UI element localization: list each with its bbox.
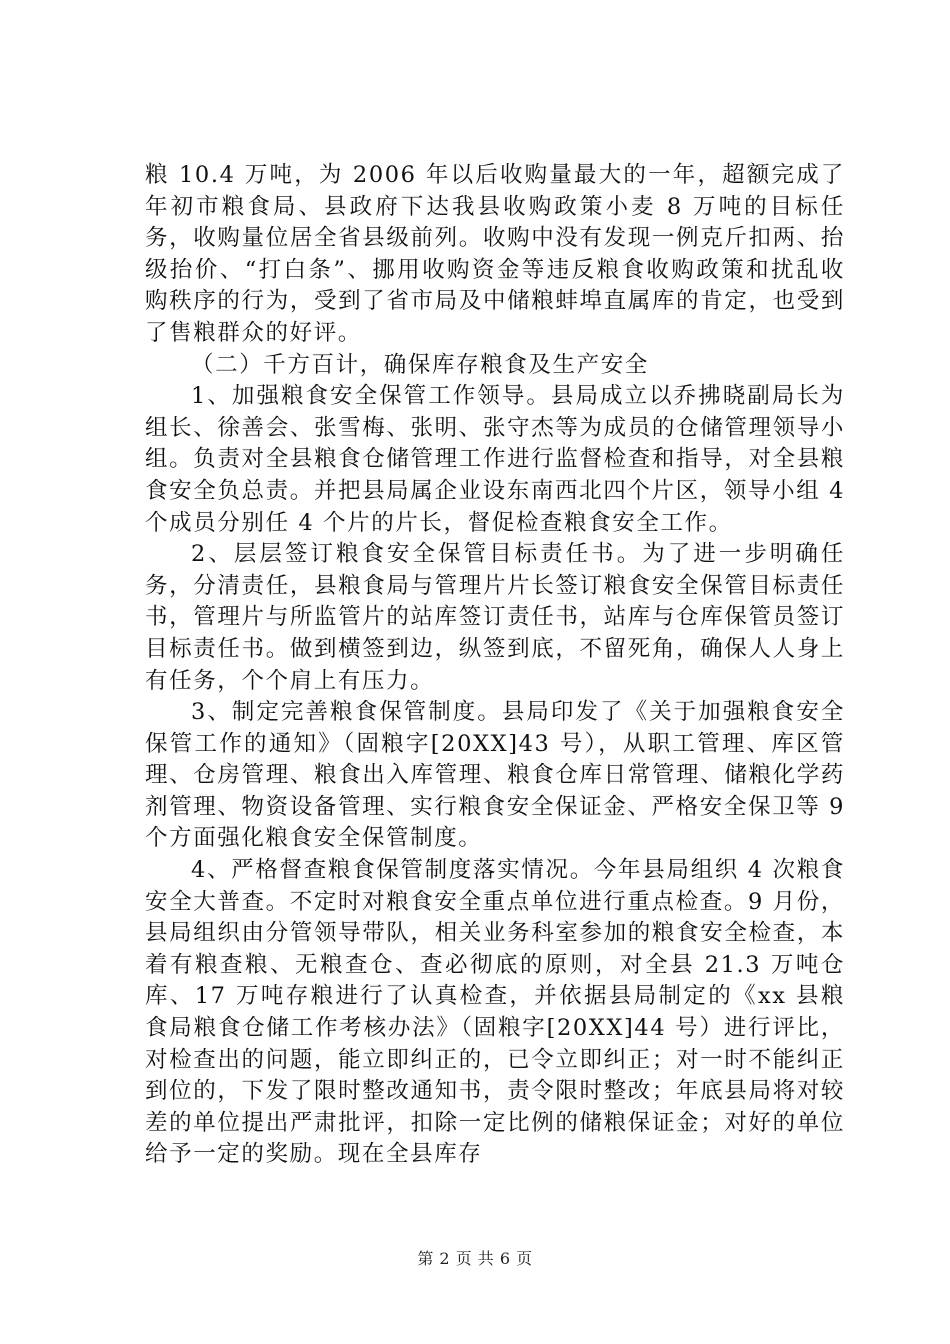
paragraph-item-1: 1、加强粮食安全保管工作领导。县局成立以乔拂晓副局长为组长、徐善会、张雪梅、张明、张守杰等为成员的仓储管理领导小组。负责对全县粮食仓储管理工作进行监督检查和指导，对全县粮食安全负总责。并把县局属企业设东南西北四个片区，领导小组 4 个成员分别任 4 个片的片长，督促检查粮食安全工作。 — [145, 383, 845, 536]
paragraph-continuation: 粮 10.4 万吨，为 2006 年以后收购量最大的一年，超额完成了年初市粮食局、县政府下达我县收购政策小麦 8 万吨的目标任务，收购量位居全省县级前列。收购中没有发现一例克斤扣两、抬级抬价、“打白条”、挪用收购资金等违反粮食收购政策和扰乱收购秩序的行为，受到了省市局及中储粮蚌埠直属库的肯定，也受到了售粮群众的好评。 — [145, 162, 845, 346]
paragraph-item-3: 3、制定完善粮食保管制度。县局印发了《关于加强粮食安全保管工作的通知》（固粮字[20XX]43 号），从职工管理、库区管理、仓房管理、粮食出入库管理、粮食仓库日常管理、储粮化学药剂管理、物资设备管理、实行粮食安全保证金、严格安全保卫等 9 个方面强化粮食安全保管制度。 — [145, 699, 845, 852]
page-number-footer: 第 2 页 共 6 页 — [417, 1249, 533, 1268]
paragraph-item-4: 4、严格督查粮食保管制度落实情况。今年县局组织 4 次粮食安全大普查。不定时对粮食安全重点单位进行重点检查。9 月份，县局组织由分管领导带队，相关业务科室参加的粮食安全检查，本着有粮查粮、无粮查仓、查必彻底的原则，对全县 21.3 万吨仓库、17 万吨存粮进行了认真检查，并依据县局制定的《xx 县粮食局粮食仓储工作考核办法》（固粮字[20XX]44 号）进行评比，对检查出的问题，能立即纠正的，已令立即纠正；对一时不能纠正到位的，下发了限时整改通知书，责令限时整改；年底县局将对较差的单位提出严肃批评，扣除一定比例的储粮保证金；对好的单位给予一定的奖励。现在全县库存 — [145, 857, 845, 1168]
document-body — [145, 160, 845, 1171]
section-heading: （二）千方百计，确保库存粮食及生产安全 — [191, 351, 649, 378]
paragraph-item-2: 2、层层签订粮食安全保管目标责任书。为了进一步明确任务，分清责任，县粮食局与管理片片长签订粮食安全保管目标责任书，管理片与所监管片的站库签订责任书，站库与仓库保管员签订目标责任书。做到横签到边，纵签到底，不留死角，确保人人身上有任务，个个肩上有压力。 — [145, 541, 845, 694]
